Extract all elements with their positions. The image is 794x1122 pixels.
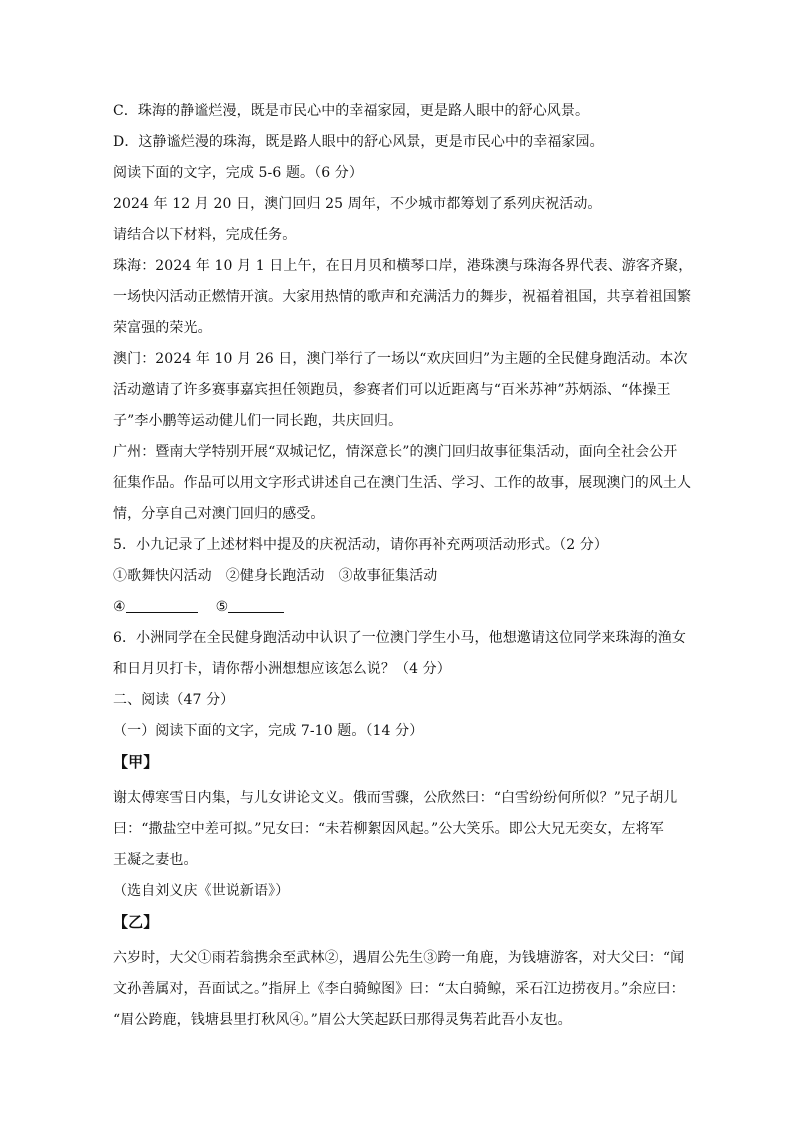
passage-yi-line2: 文孙善属对，吾面试之。”指屏上《李白骑鲸图》曰：“太白骑鲸，采石江边捞夜月。”余应曰： xyxy=(113,981,685,997)
question-6-line2: 和日月贝打卡，请你帮小洲想想应该怎么说？（4 分） xyxy=(113,661,451,677)
paragraph-intro: 2024 年 12 月 20 日，澳门回归 25 周年，不少城市都筹划了系列庆祝活动。 xyxy=(113,196,602,212)
material-macau-line3: 子”李小鹏等运动健儿们一同长跑，共庆回归。 xyxy=(113,413,403,429)
material-macau-line1: 澳门：2024 年 10 月 26 日，澳门举行了一场以“欢庆回归”为主题的全民健身跑活动。本次 xyxy=(113,351,688,367)
question-5: 5．小九记录了上述材料中提及的庆祝活动，请你再补充两项活动形式。（2 分） xyxy=(113,537,608,553)
option-d: D．这静谧烂漫的珠海，既是路人眼中的舒心风景，更是市民心中的幸福家园。 xyxy=(113,134,604,150)
passage-jia-line3: 王凝之妻也。 xyxy=(113,852,198,868)
answer-blank-4[interactable] xyxy=(126,598,198,613)
passage-jia-source: （选自刘义庆《世说新语》） xyxy=(113,883,290,899)
material-guangzhou-line3: 情，分享自己对澳门回归的感受。 xyxy=(113,506,325,522)
passage-yi-line1: 六岁时，大父①雨若翁携余至武林②，遇眉公先生③跨一角鹿，为钱塘游客，对大父曰：“闻 xyxy=(113,950,685,966)
material-zhuhai-line3: 荣富强的荣光。 xyxy=(113,320,212,336)
blank-4-label: ④ xyxy=(113,599,126,615)
question-6-line1: 6．小洲同学在全民健身跑活动中认识了一位澳门学生小马，他想邀请这位同学来珠海的渔女 xyxy=(113,630,687,646)
reading-instruction-7-10: （一）阅读下面的文字，完成 7-10 题。（14 分） xyxy=(113,723,424,739)
material-zhuhai-line1: 珠海：2024 年 10 月 1 日上午，在日月贝和横琴口岸，港珠澳与珠海各界代表、游客齐聚， xyxy=(113,258,693,274)
material-macau-line2: 活动邀请了许多赛事嘉宾担任领跑员，参赛者们可以近距离与“百米苏神”苏炳添、“体操王 xyxy=(113,382,671,398)
passage-jia-line2: 曰：“撒盐空中差可拟。”兄女曰：“未若柳絮因风起。”公大笑乐。即公大兄无奕女，左将军 xyxy=(113,821,664,837)
passage-yi-line3: “眉公跨鹿，钱塘县里打秋风④。”眉公大笑起跃曰那得灵隽若此吾小友也。 xyxy=(113,1012,572,1028)
material-guangzhou-line2: 征集作品。作品可以用文字形式讲述自己在澳门生活、学习、工作的故事，展现澳门的风土人 xyxy=(113,475,692,491)
material-guangzhou-line1: 广州：暨南大学特别开展“双城记忆，情深意长”的澳门回归故事征集活动，面向全社会公开 xyxy=(113,444,678,460)
question-5-options: ①歌舞快闪活动 ②健身长跑活动 ③故事征集活动 xyxy=(113,568,438,584)
material-zhuhai-line2: 一场快闪活动正燃情开演。大家用热情的歌声和充满活力的舞步，祝福着祖国，共享着祖国繁 xyxy=(113,289,692,305)
blank-5-label: ⑤ xyxy=(215,599,229,615)
passage-jia-line1: 谢太傅寒雪日内集，与儿女讲论文义。俄而雪骤，公欣然曰：“白雪纷纷何所似？”兄子胡儿 xyxy=(113,790,678,806)
passage-jia-label: 【甲】 xyxy=(113,753,159,771)
reading-instruction-5-6: 阅读下面的文字，完成 5-6 题。（6 分） xyxy=(113,165,364,181)
option-c: C．珠海的静谧烂漫，既是市民心中的幸福家园，更是路人眼中的舒心风景。 xyxy=(113,103,590,119)
answer-blank-5[interactable] xyxy=(228,598,284,613)
section-two-heading: 二、阅读（47 分） xyxy=(113,692,235,708)
question-5-blanks xyxy=(113,597,693,617)
task-instruction: 请结合以下材料，完成任务。 xyxy=(113,227,297,243)
passage-yi-label: 【乙】 xyxy=(113,913,159,931)
